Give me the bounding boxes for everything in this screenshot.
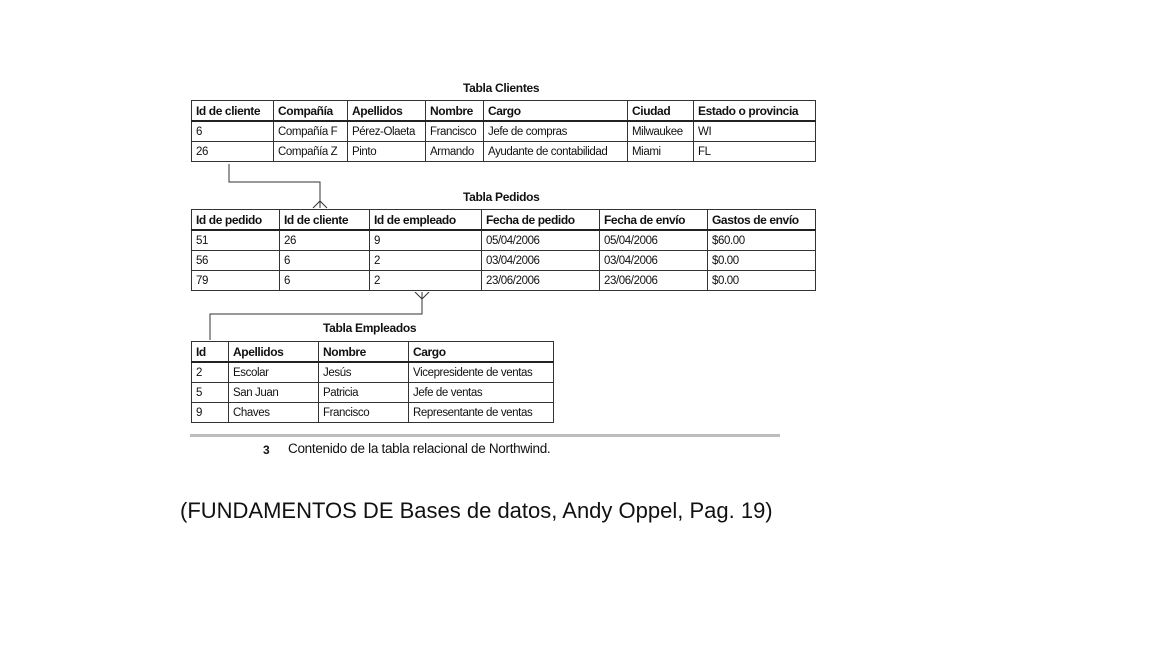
table-row: [192, 251, 816, 271]
empleados-header-cell: Nombre: [319, 342, 409, 363]
clientes-cell: Milwaukee: [628, 121, 694, 142]
clientes-cell: Pérez-Olaeta: [348, 121, 426, 142]
empleados-cell: Chaves: [229, 403, 319, 423]
pedidos-cell: 79: [192, 271, 280, 291]
empleados-cell: 2: [192, 362, 229, 383]
clientes-cell: Pinto: [348, 142, 426, 162]
clientes-table: [191, 100, 816, 162]
figure-number: 3: [263, 443, 270, 457]
clientes-cell: WI: [694, 121, 816, 142]
empleados-header-cell: Cargo: [409, 342, 554, 363]
empleados-cell: Vicepresidente de ventas: [409, 362, 554, 383]
empleados-cell: Francisco: [319, 403, 409, 423]
pedidos-cell: 26: [280, 230, 370, 251]
pedidos-header-cell: Fecha de envío: [600, 210, 708, 231]
pedidos-header-cell: Gastos de envío: [708, 210, 816, 231]
table-header-row: [192, 210, 816, 231]
clientes-cell: 6: [192, 121, 274, 142]
clientes-header-cell: Ciudad: [628, 101, 694, 122]
clientes-title: Tabla Clientes: [463, 81, 540, 95]
source-citation: (FUNDAMENTOS DE Bases de datos, Andy Oppel, Pag. 19): [180, 498, 773, 523]
empleados-cell: Patricia: [319, 383, 409, 403]
pedidos-title: Tabla Pedidos: [463, 190, 540, 204]
empleados-cell: 5: [192, 383, 229, 403]
clientes-cell: Ayudante de contabilidad: [484, 142, 628, 162]
empleados-header-cell: Id: [192, 342, 229, 363]
empleados-cell: Escolar: [229, 362, 319, 383]
pedidos-cell: 05/04/2006: [482, 230, 600, 251]
empleados-title: Tabla Empleados: [323, 321, 417, 335]
clientes-cell: Jefe de compras: [484, 121, 628, 142]
pedidos-cell: 2: [370, 271, 482, 291]
table-row: [192, 121, 816, 142]
table-header-row: [192, 101, 816, 122]
pedidos-table: [191, 209, 816, 291]
pedidos-cell: 05/04/2006: [600, 230, 708, 251]
pedidos-cell: 23/06/2006: [482, 271, 600, 291]
clientes-cell: Miami: [628, 142, 694, 162]
empleados-cell: 9: [192, 403, 229, 423]
clientes-cell: Francisco: [426, 121, 484, 142]
table-row: [192, 383, 554, 403]
empleados-cell: Representante de ventas: [409, 403, 554, 423]
clientes-header-cell: Id de cliente: [192, 101, 274, 122]
clientes-header-cell: Cargo: [484, 101, 628, 122]
table-row: [192, 362, 554, 383]
pedidos-header-cell: Id de pedido: [192, 210, 280, 231]
pedidos-cell: 23/06/2006: [600, 271, 708, 291]
table-header-row: [192, 342, 554, 363]
pedidos-cell: $0.00: [708, 271, 816, 291]
clientes-header-cell: Nombre: [426, 101, 484, 122]
table-row: [192, 230, 816, 251]
empleados-cell: San Juan: [229, 383, 319, 403]
pedidos-cell: $60.00: [708, 230, 816, 251]
pedidos-header-cell: Fecha de pedido: [482, 210, 600, 231]
pedidos-cell: 03/04/2006: [600, 251, 708, 271]
empleados-table: [191, 341, 554, 423]
clientes-header-cell: Apellidos: [348, 101, 426, 122]
table-row: [192, 142, 816, 162]
pedidos-cell: 51: [192, 230, 280, 251]
empleados-header-cell: Apellidos: [229, 342, 319, 363]
pedidos-cell: 9: [370, 230, 482, 251]
empleados-cell: Jesús: [319, 362, 409, 383]
pedidos-cell: 6: [280, 271, 370, 291]
clientes-cell: Armando: [426, 142, 484, 162]
figure-divider: [190, 434, 780, 437]
clientes-cell: FL: [694, 142, 816, 162]
clientes-header-cell: Estado o provincia: [694, 101, 816, 122]
pedidos-cell: 03/04/2006: [482, 251, 600, 271]
clientes-cell: Compañía F: [274, 121, 348, 142]
pedidos-cell: 2: [370, 251, 482, 271]
pedidos-cell: $0.00: [708, 251, 816, 271]
pedidos-header-cell: Id de empleado: [370, 210, 482, 231]
empleados-cell: Jefe de ventas: [409, 383, 554, 403]
pedidos-header-cell: Id de cliente: [280, 210, 370, 231]
clientes-header-cell: Compañía: [274, 101, 348, 122]
relationship-line-clientes-pedidos: [220, 164, 340, 212]
pedidos-cell: 6: [280, 251, 370, 271]
table-row: [192, 403, 554, 423]
clientes-cell: Compañía Z: [274, 142, 348, 162]
figure-caption: Contenido de la tabla relacional de Northwind.: [288, 441, 551, 456]
clientes-cell: 26: [192, 142, 274, 162]
table-row: [192, 271, 816, 291]
pedidos-cell: 56: [192, 251, 280, 271]
